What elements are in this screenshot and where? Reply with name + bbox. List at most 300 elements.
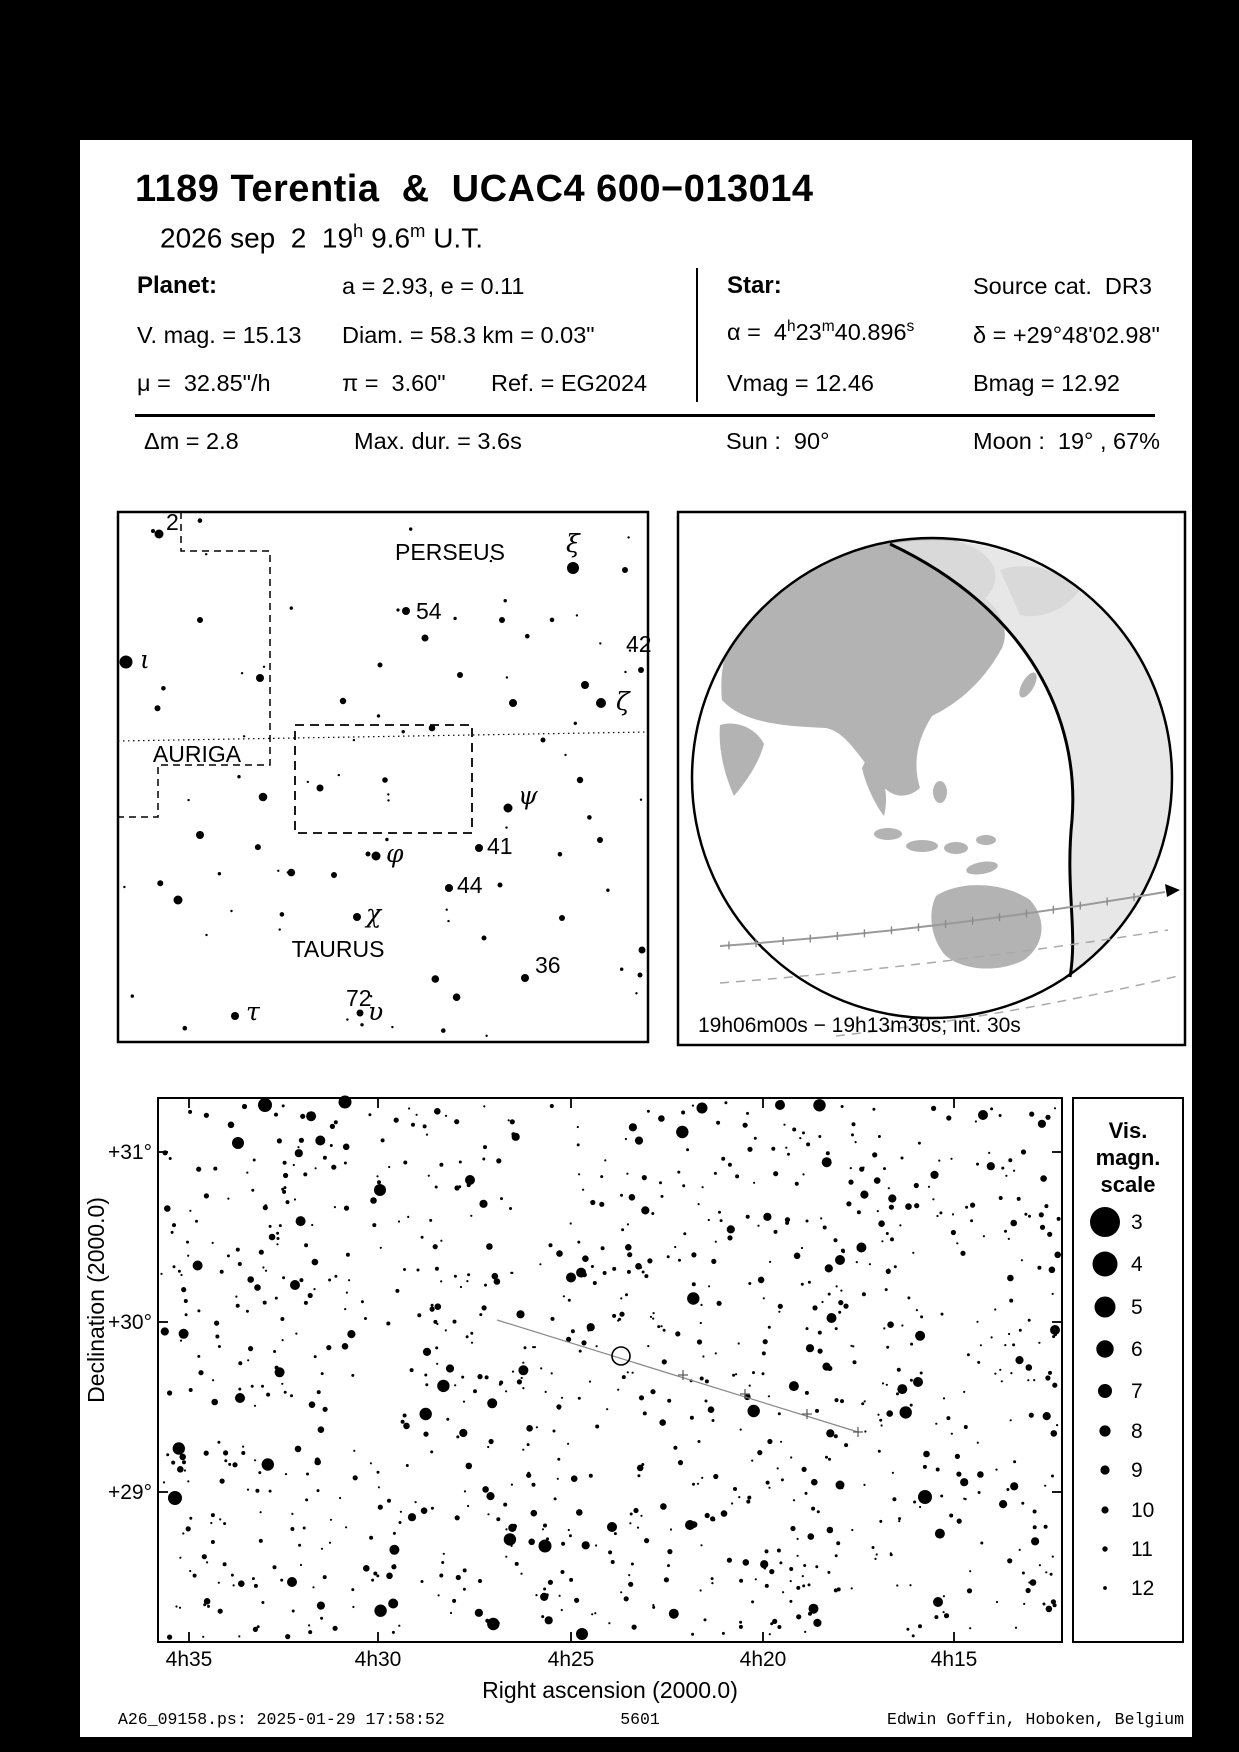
star <box>223 1562 227 1566</box>
star <box>813 1619 821 1627</box>
star <box>792 1128 796 1132</box>
star <box>767 1439 772 1444</box>
star <box>918 1142 921 1145</box>
star <box>220 1270 224 1274</box>
star-label: υ <box>368 997 384 1026</box>
star <box>220 1479 225 1484</box>
star <box>437 1108 439 1110</box>
star <box>238 1262 242 1266</box>
star <box>550 1104 554 1108</box>
star <box>951 1433 953 1435</box>
star <box>378 663 383 668</box>
star <box>978 1491 981 1494</box>
star <box>604 1159 606 1161</box>
star <box>660 1325 662 1327</box>
star <box>591 1265 594 1268</box>
star <box>241 1451 245 1455</box>
star <box>789 1567 793 1571</box>
star <box>260 1511 262 1513</box>
star <box>653 1312 655 1314</box>
legend-title: scale <box>1100 1172 1156 1197</box>
star <box>627 1252 632 1257</box>
star <box>878 1135 881 1138</box>
star <box>460 1286 462 1288</box>
star <box>826 1429 834 1437</box>
star <box>183 1026 188 1031</box>
star <box>1012 1343 1015 1346</box>
star <box>620 1591 622 1593</box>
star <box>714 1172 717 1175</box>
named-star <box>120 656 133 669</box>
star <box>563 1295 565 1297</box>
australia-landmass <box>931 885 1041 968</box>
star <box>180 1274 182 1276</box>
star <box>454 1185 459 1190</box>
x-tick-label: 4h25 <box>547 1648 595 1671</box>
star <box>445 1115 447 1117</box>
superscript-unit: s <box>906 318 915 335</box>
star-ra: α = 4$^h$23$^m$40.896$^s$ <box>727 318 915 345</box>
star <box>445 1329 447 1331</box>
star <box>391 1564 396 1569</box>
star <box>619 1312 624 1317</box>
star <box>571 1329 575 1333</box>
star <box>591 1613 593 1615</box>
star <box>467 1505 469 1507</box>
x-tick-label: 4h35 <box>165 1648 213 1671</box>
star <box>934 1615 938 1619</box>
star <box>1044 1525 1048 1529</box>
star <box>862 1292 866 1296</box>
star <box>395 1289 399 1293</box>
star <box>306 1111 316 1121</box>
star <box>620 968 623 971</box>
page-title: 1189 Terentia & UCAC4 600−013014 <box>135 168 814 210</box>
star <box>433 1244 438 1249</box>
star <box>577 1143 580 1146</box>
star <box>769 1261 771 1263</box>
superscript-unit: m <box>410 220 426 241</box>
star <box>391 1026 393 1028</box>
star <box>218 1582 220 1584</box>
star <box>182 1532 184 1534</box>
star <box>970 1203 975 1208</box>
star <box>946 1416 950 1420</box>
star <box>763 1297 765 1299</box>
star <box>189 1570 191 1572</box>
star <box>900 1406 912 1418</box>
bright-star <box>339 1096 352 1109</box>
star <box>724 1101 727 1104</box>
star <box>334 1120 338 1124</box>
star <box>1031 1537 1039 1545</box>
star <box>936 1468 940 1472</box>
star <box>273 1565 277 1569</box>
star <box>496 1517 500 1521</box>
star <box>642 1271 645 1274</box>
star <box>559 915 565 921</box>
star-label: 54 <box>416 598 442 624</box>
star <box>1028 1581 1030 1583</box>
star <box>965 1206 968 1209</box>
star <box>582 1541 590 1549</box>
star <box>232 1462 237 1467</box>
star <box>378 1505 383 1510</box>
star <box>991 1336 993 1338</box>
star <box>230 910 232 912</box>
star <box>1051 1430 1058 1437</box>
star <box>212 1242 214 1244</box>
planet-parallax: π = 3.60" <box>342 370 446 396</box>
star <box>821 1301 823 1303</box>
star <box>811 1507 815 1511</box>
star <box>377 714 380 717</box>
star <box>960 1251 965 1256</box>
star <box>254 1459 256 1461</box>
finder-chart <box>118 509 652 1042</box>
star <box>595 1544 597 1546</box>
star <box>878 1220 885 1227</box>
star <box>261 1385 264 1388</box>
star <box>715 1352 717 1354</box>
star <box>774 1230 778 1234</box>
star <box>466 1280 468 1282</box>
star <box>353 739 355 741</box>
star <box>236 1304 240 1308</box>
star <box>757 1450 762 1455</box>
star <box>692 1105 694 1107</box>
star <box>496 1158 501 1163</box>
star <box>193 1574 197 1578</box>
star <box>482 1158 485 1161</box>
finder-chart-frame <box>118 512 648 1042</box>
star <box>883 1327 885 1329</box>
star <box>561 1570 565 1574</box>
star <box>202 1554 207 1559</box>
star <box>255 844 261 850</box>
star-label: Star: <box>727 272 782 299</box>
bright-star <box>374 1184 386 1196</box>
star <box>346 1018 348 1020</box>
star <box>650 1316 652 1318</box>
star <box>802 1467 807 1472</box>
star <box>735 1174 739 1178</box>
star <box>808 1612 812 1616</box>
star <box>546 1593 549 1596</box>
star <box>417 1313 421 1317</box>
star <box>371 1579 374 1582</box>
bright-star <box>168 1491 182 1505</box>
star <box>857 1210 861 1214</box>
x-tick-label: 4h20 <box>739 1648 787 1671</box>
bright-star <box>576 1628 588 1640</box>
star <box>408 1107 410 1109</box>
star <box>247 1359 249 1361</box>
star <box>647 1345 649 1347</box>
star <box>661 1195 664 1198</box>
superscript-unit: h <box>353 220 364 241</box>
star <box>795 1182 799 1186</box>
star <box>1028 1319 1031 1322</box>
star <box>768 1487 770 1489</box>
star <box>678 1259 681 1262</box>
footer-page-number: 5601 <box>620 1710 660 1729</box>
star <box>447 920 449 922</box>
star-vmag: Vmag = 12.46 <box>727 370 874 396</box>
star <box>1054 1252 1061 1259</box>
star <box>506 676 508 678</box>
star <box>463 1588 466 1591</box>
bright-star <box>697 1103 708 1114</box>
star <box>256 674 264 682</box>
star <box>977 1361 980 1364</box>
star <box>436 1323 438 1325</box>
star <box>1038 1342 1040 1344</box>
star <box>297 1146 299 1148</box>
star <box>886 1232 889 1235</box>
star <box>295 1333 297 1335</box>
star <box>242 1104 247 1109</box>
x-axis-label: Right ascension (2000.0) <box>482 1677 738 1703</box>
star <box>330 1144 333 1147</box>
star <box>1026 1588 1031 1593</box>
star <box>935 1529 945 1539</box>
star <box>657 1325 660 1328</box>
star <box>606 889 609 892</box>
star <box>897 1368 901 1372</box>
star <box>388 1599 398 1609</box>
star <box>628 1574 630 1576</box>
star <box>512 1371 514 1373</box>
star <box>254 1584 258 1588</box>
star <box>213 1167 217 1171</box>
star <box>970 1219 973 1222</box>
star <box>545 1616 553 1624</box>
star <box>453 617 456 620</box>
star-label: ξ <box>566 529 580 558</box>
star <box>434 1108 441 1115</box>
star <box>869 1263 871 1265</box>
star <box>914 1203 919 1208</box>
star <box>446 1364 454 1372</box>
star <box>482 1486 489 1493</box>
star <box>285 1473 287 1475</box>
star <box>743 1559 750 1566</box>
star-label: 44 <box>457 872 483 898</box>
star <box>818 1349 823 1354</box>
star <box>205 934 207 936</box>
star <box>366 852 371 857</box>
star <box>943 1397 945 1399</box>
legend-magnitude-dot <box>1096 1340 1113 1357</box>
star <box>700 1589 702 1591</box>
star <box>700 1322 702 1324</box>
star <box>233 1584 235 1586</box>
star <box>617 1389 619 1391</box>
star <box>440 1280 442 1282</box>
star-label: ζ <box>616 687 630 716</box>
star <box>802 1131 805 1134</box>
star <box>743 1123 748 1128</box>
legend-magnitude-dot <box>1090 1207 1120 1237</box>
legend-magnitude-dot <box>1093 1252 1118 1277</box>
star <box>247 1276 254 1283</box>
star <box>874 1177 881 1184</box>
star <box>909 1584 911 1586</box>
star <box>187 1255 189 1257</box>
star <box>878 1450 881 1453</box>
star <box>912 1252 914 1254</box>
star <box>812 1305 817 1310</box>
constellation-label: TAURUS <box>291 936 385 962</box>
star <box>343 1144 350 1151</box>
legend-magnitude-dot <box>1103 1586 1107 1590</box>
star <box>794 1253 801 1260</box>
star <box>708 1406 715 1413</box>
star-label: 41 <box>487 833 513 859</box>
star <box>704 1618 707 1621</box>
star <box>803 1564 806 1567</box>
star <box>218 1345 221 1348</box>
star <box>813 1099 825 1111</box>
star <box>510 1119 515 1124</box>
star <box>454 1119 459 1124</box>
star <box>421 1507 428 1514</box>
star <box>793 1499 795 1501</box>
star <box>860 1191 868 1199</box>
star <box>919 1506 921 1508</box>
star <box>801 1283 804 1286</box>
star <box>348 1279 350 1281</box>
star <box>253 1159 256 1162</box>
star <box>976 1163 979 1166</box>
star <box>818 1331 822 1335</box>
star <box>789 1600 792 1603</box>
star <box>647 1258 652 1263</box>
star <box>540 1367 542 1369</box>
star <box>456 1435 459 1438</box>
star-label: 2 <box>166 509 179 535</box>
star <box>435 1267 439 1271</box>
star <box>1019 1329 1022 1332</box>
star <box>171 1461 175 1465</box>
star <box>746 1112 749 1115</box>
bright-star <box>465 1175 475 1185</box>
star <box>196 1167 201 1172</box>
star <box>1044 1204 1048 1208</box>
star <box>505 1528 507 1530</box>
star <box>651 1212 654 1215</box>
star <box>1010 1419 1012 1421</box>
star <box>802 1575 804 1577</box>
star <box>820 1217 822 1219</box>
star <box>1049 1267 1056 1274</box>
star <box>892 1472 894 1474</box>
star <box>211 1513 215 1517</box>
star <box>578 1173 580 1175</box>
star <box>678 1460 683 1465</box>
star <box>299 1278 303 1282</box>
star <box>266 1393 270 1397</box>
star <box>1009 1299 1013 1303</box>
star <box>543 1588 546 1591</box>
star <box>227 1198 229 1200</box>
star-label: 42 <box>626 631 652 657</box>
star <box>542 1528 544 1530</box>
star <box>746 1500 750 1504</box>
star <box>797 1555 799 1557</box>
star <box>423 1124 427 1128</box>
star <box>740 1429 742 1431</box>
star <box>1021 1259 1023 1261</box>
star <box>334 1206 336 1208</box>
star <box>932 1198 934 1200</box>
star <box>328 1279 331 1282</box>
star <box>370 1462 372 1464</box>
bright-star <box>287 1577 297 1587</box>
star <box>254 1284 261 1291</box>
star <box>406 1464 409 1467</box>
star <box>470 1332 473 1335</box>
star <box>522 1362 524 1364</box>
superscript-unit: m <box>821 318 835 335</box>
star <box>269 1225 272 1228</box>
star <box>347 1330 355 1338</box>
star <box>632 1372 634 1374</box>
star <box>215 1335 219 1339</box>
star <box>664 1577 669 1582</box>
legend-magnitude-dot <box>1100 1465 1109 1474</box>
star <box>1037 1266 1041 1270</box>
island <box>944 842 968 854</box>
star <box>471 1342 473 1344</box>
star <box>994 1373 996 1375</box>
star <box>697 1339 702 1344</box>
star <box>943 1595 945 1597</box>
star <box>1048 1371 1052 1375</box>
star <box>769 1569 774 1574</box>
star <box>710 1516 715 1521</box>
star <box>568 1299 571 1302</box>
star <box>637 1465 644 1472</box>
star <box>360 1023 363 1026</box>
star <box>681 1111 685 1115</box>
star <box>369 1536 373 1540</box>
star <box>238 1580 245 1587</box>
star <box>432 975 440 983</box>
star <box>964 1425 968 1429</box>
star <box>722 1632 725 1635</box>
star <box>596 1345 598 1347</box>
star <box>887 1268 889 1270</box>
star <box>485 1035 487 1037</box>
star <box>473 1389 477 1393</box>
star <box>912 1634 915 1637</box>
star <box>539 1263 541 1265</box>
star <box>417 1269 420 1272</box>
star <box>818 1135 821 1138</box>
star <box>633 1508 638 1513</box>
star <box>498 883 503 888</box>
star <box>202 1636 204 1638</box>
star <box>1029 1112 1034 1117</box>
star <box>477 1374 482 1379</box>
star <box>489 1439 494 1444</box>
star <box>652 1318 654 1320</box>
bright-star <box>913 1377 923 1387</box>
star <box>214 1321 219 1326</box>
star <box>386 1573 393 1580</box>
